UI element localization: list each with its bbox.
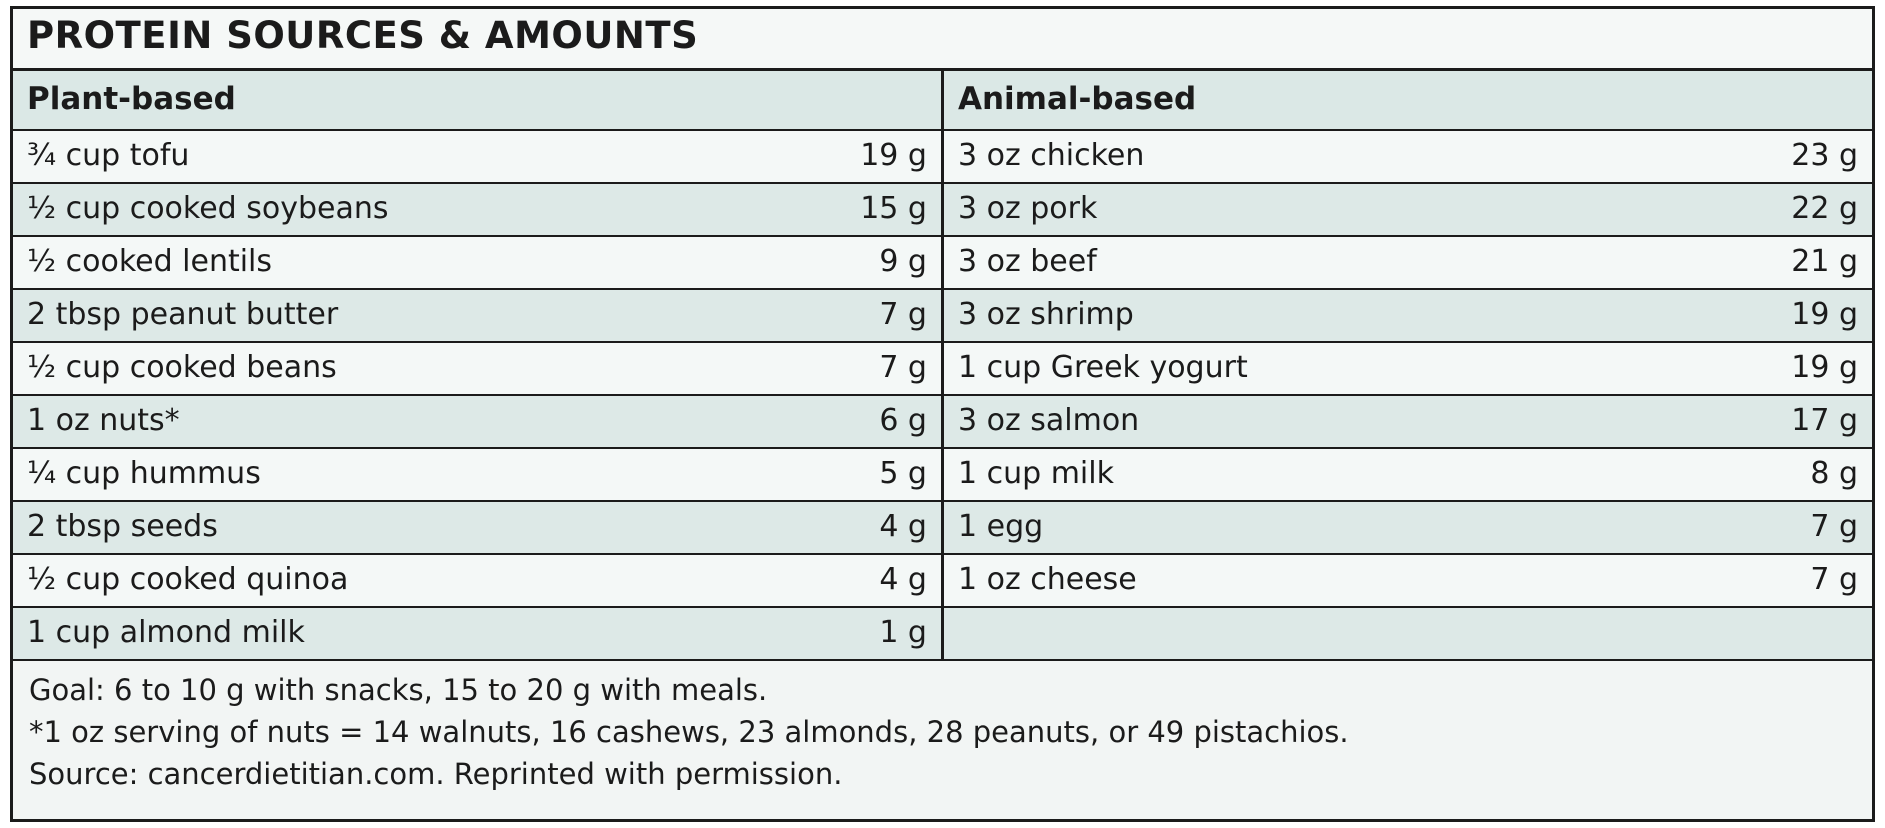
animal-food-amount-empty (1714, 607, 1872, 660)
protein-table-panel (10, 6, 1875, 822)
table-row (13, 448, 1872, 501)
plant-food-amount: 4 g (784, 501, 942, 554)
table-body (13, 130, 1872, 660)
table-row (13, 501, 1872, 554)
table-title-row (13, 9, 1872, 71)
table-row (13, 554, 1872, 607)
animal-food-name: 3 oz salmon (942, 395, 1713, 448)
animal-food-amount: 21 g (1714, 236, 1872, 289)
animal-food-name: 1 oz cheese (942, 554, 1713, 607)
animal-food-name: 1 cup Greek yogurt (942, 342, 1713, 395)
table-row (13, 289, 1872, 342)
animal-food-name: 3 oz pork (942, 183, 1713, 236)
animal-food-amount: 8 g (1714, 448, 1872, 501)
plant-food-amount: 4 g (784, 554, 942, 607)
plant-food-amount: 5 g (784, 448, 942, 501)
page-title: PROTEIN SOURCES & AMOUNTS (27, 14, 699, 57)
plant-food-amount: 15 g (784, 183, 942, 236)
animal-food-amount: 7 g (1714, 554, 1872, 607)
animal-food-name: 1 cup milk (942, 448, 1713, 501)
animal-food-name: 3 oz chicken (942, 130, 1713, 183)
plant-food-name: ½ cup cooked beans (13, 342, 784, 395)
table-row (13, 236, 1872, 289)
plant-food-name: 1 cup almond milk (13, 607, 784, 660)
animal-food-amount: 7 g (1714, 501, 1872, 554)
animal-food-amount: 17 g (1714, 395, 1872, 448)
table-row (13, 395, 1872, 448)
plant-food-name: ½ cup cooked soybeans (13, 183, 784, 236)
table-header (13, 71, 1872, 130)
footnote-source: Source: cancerdietitian.com. Reprinted with permission. (29, 757, 843, 792)
table-row (13, 183, 1872, 236)
animal-food-amount: 23 g (1714, 130, 1872, 183)
animal-food-amount: 22 g (1714, 183, 1872, 236)
table-row (13, 607, 1872, 660)
plant-food-name: ½ cooked lentils (13, 236, 784, 289)
column-header-plant-based: Plant-based (13, 71, 942, 130)
plant-food-amount: 9 g (784, 236, 942, 289)
footnote-goal: Goal: 6 to 10 g with snacks, 15 to 20 g with meals. (29, 672, 768, 707)
animal-food-name-empty (942, 607, 1713, 660)
protein-sources-table (13, 71, 1872, 661)
plant-food-amount: 19 g (784, 130, 942, 183)
plant-food-name: ¾ cup tofu (13, 130, 784, 183)
animal-food-name: 1 egg (942, 501, 1713, 554)
plant-food-amount: 7 g (784, 342, 942, 395)
table-row (13, 130, 1872, 183)
animal-food-name: 3 oz beef (942, 236, 1713, 289)
plant-food-amount: 7 g (784, 289, 942, 342)
plant-food-name: ¼ cup hummus (13, 448, 784, 501)
column-header-animal-based: Animal-based (942, 71, 1872, 130)
plant-food-name: 2 tbsp peanut butter (13, 289, 784, 342)
plant-food-name: 2 tbsp seeds (13, 501, 784, 554)
animal-food-amount: 19 g (1714, 342, 1872, 395)
plant-food-name: 1 oz nuts* (13, 395, 784, 448)
animal-food-name: 3 oz shrimp (942, 289, 1713, 342)
table-footnotes (13, 661, 1872, 819)
plant-food-amount: 1 g (784, 607, 942, 660)
table-header-row (13, 71, 1872, 130)
animal-food-amount: 19 g (1714, 289, 1872, 342)
plant-food-amount: 6 g (784, 395, 942, 448)
plant-food-name: ½ cup cooked quinoa (13, 554, 784, 607)
footnote-nuts: *1 oz serving of nuts = 14 walnuts, 16 cashews, 23 almonds, 28 peanuts, or 49 pistachios. (29, 715, 1349, 750)
table-row (13, 342, 1872, 395)
